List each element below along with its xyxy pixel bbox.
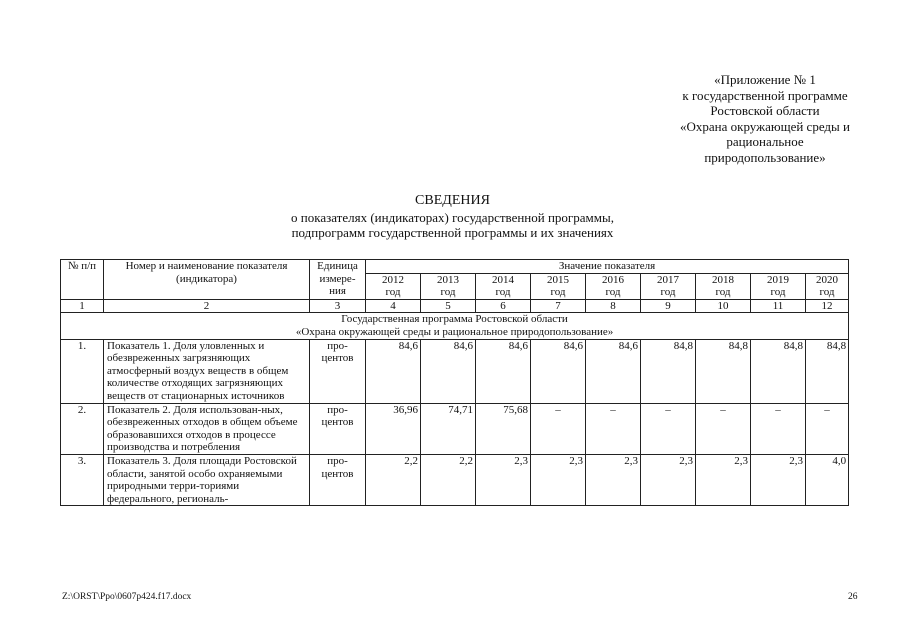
title-line-3: подпрограмм государственной программы и их значениях — [291, 225, 614, 240]
year-unit-label: год — [770, 286, 786, 299]
row-number: 1. — [61, 339, 104, 403]
header-values: Значение показателя — [366, 260, 849, 274]
year-label: 2017 — [657, 273, 679, 286]
annex-line-5: рациональное — [726, 134, 804, 149]
column-number-2: 2 — [104, 299, 310, 313]
value-cell: 4,0 — [806, 454, 849, 505]
year-unit-label: год — [715, 286, 731, 299]
header-year-2020 — [806, 273, 849, 299]
year-unit-label: год — [495, 286, 511, 299]
value-cell: 2,3 — [476, 454, 531, 505]
table-row — [61, 454, 849, 505]
value-cell: 2,3 — [531, 454, 586, 505]
header-name: Номер и наименование показателя (индикатора) — [104, 260, 310, 300]
row-number: 2. — [61, 403, 104, 454]
year-label: 2018 — [712, 273, 734, 286]
year-unit-label: год — [385, 286, 401, 299]
year-label: 2013 — [437, 273, 459, 286]
header-unit: Единица измере-ния — [310, 260, 366, 300]
section-title-line-1: Государственная программа Ростовской области — [341, 313, 568, 326]
value-cell: 84,6 — [531, 339, 586, 403]
column-numbers-row — [61, 299, 849, 313]
year-label: 2016 — [602, 273, 624, 286]
value-cell: 2,2 — [366, 454, 421, 505]
value-cell: – — [531, 403, 586, 454]
annex-line-3: Ростовской области — [710, 103, 820, 118]
value-cell: 2,2 — [421, 454, 476, 505]
annex-line-4: «Охрана окружающей среды и — [680, 118, 850, 134]
indicator-name: Показатель 2. Доля использован-ных, обезвреженных отходов в общем объеме образовавшихся отходов в процессе производства и потребления — [104, 403, 310, 454]
column-number-5: 5 — [421, 299, 476, 313]
value-cell: 84,8 — [641, 339, 696, 403]
column-number-10: 10 — [696, 299, 751, 313]
value-cell: 84,6 — [366, 339, 421, 403]
year-label: 2015 — [547, 273, 569, 286]
value-cell: 84,6 — [476, 339, 531, 403]
value-cell: 84,8 — [696, 339, 751, 403]
value-cell: 74,71 — [421, 403, 476, 454]
year-label: 2019 — [767, 273, 789, 286]
value-cell: – — [806, 403, 849, 454]
section-row — [61, 313, 849, 339]
header-year-2014 — [476, 273, 531, 299]
year-unit-label: год — [819, 286, 835, 299]
header-year-2013 — [421, 273, 476, 299]
column-number-4: 4 — [366, 299, 421, 313]
footer-file-path: Z:\ORST\Ppo\0607p424.f17.docx — [62, 592, 192, 602]
header-year-2016 — [586, 273, 641, 299]
footer-page-number: 26 — [848, 592, 858, 602]
value-cell: 2,3 — [586, 454, 641, 505]
indicator-name: Показатель 3. Доля площади Ростовской области, занятой особо охраняемыми природными терри-ториями федерального, региональ- — [104, 454, 310, 505]
column-number-7: 7 — [531, 299, 586, 313]
value-cell: 36,96 — [366, 403, 421, 454]
year-unit-label: год — [550, 286, 566, 299]
value-cell: 75,68 — [476, 403, 531, 454]
indicators-table — [60, 259, 849, 506]
column-number-9: 9 — [641, 299, 696, 313]
indicator-name: Показатель 1. Доля уловленных и обезвреженных загрязняющих атмосферный воздух веществ в общем количестве отходящих загрязняющих веществ от стационарных источников — [104, 339, 310, 403]
column-number-3: 3 — [310, 299, 366, 313]
value-cell: – — [641, 403, 696, 454]
value-cell: 84,8 — [806, 339, 849, 403]
row-number: 3. — [61, 454, 104, 505]
value-cell: 2,3 — [751, 454, 806, 505]
year-unit-label: год — [440, 286, 456, 299]
column-number-6: 6 — [476, 299, 531, 313]
annex-line-6: природопользование» — [704, 149, 826, 165]
annex-line-2: к государственной программе — [682, 87, 848, 103]
table-row — [61, 403, 849, 454]
unit-cell: про-центов — [310, 403, 366, 454]
annex-header — [600, 72, 905, 165]
header-year-2017 — [641, 273, 696, 299]
year-label: 2012 — [382, 273, 404, 286]
year-label: 2020 — [816, 273, 839, 286]
section-title — [61, 313, 849, 339]
header-year-2019 — [751, 273, 806, 299]
title-heading: СВЕДЕНИЯ — [415, 193, 490, 208]
column-number-11: 11 — [751, 299, 806, 313]
section-title-line-2: «Охрана окружающей среды и рациональное природопользование» — [295, 325, 614, 338]
unit-cell: про-центов — [310, 454, 366, 505]
column-number-1: 1 — [61, 299, 104, 313]
value-cell: – — [586, 403, 641, 454]
value-cell: 2,3 — [641, 454, 696, 505]
table-row — [61, 339, 849, 403]
column-number-8: 8 — [586, 299, 641, 313]
header-year-2012 — [366, 273, 421, 299]
year-unit-label: год — [660, 286, 676, 299]
value-cell: – — [696, 403, 751, 454]
header-num: № п/п — [61, 260, 104, 300]
value-cell: 2,3 — [696, 454, 751, 505]
value-cell: 84,6 — [586, 339, 641, 403]
header-year-2018 — [696, 273, 751, 299]
annex-line-1: «Приложение № 1 — [714, 72, 816, 87]
document-title — [0, 193, 905, 241]
value-cell: – — [751, 403, 806, 454]
year-label: 2014 — [492, 273, 514, 286]
year-unit-label: год — [605, 286, 621, 299]
header-year-2015 — [531, 273, 586, 299]
unit-cell: про-центов — [310, 339, 366, 403]
value-cell: 84,8 — [751, 339, 806, 403]
value-cell: 84,6 — [421, 339, 476, 403]
title-line-2: о показателях (индикаторах) государственной программы, — [291, 209, 614, 225]
column-number-12: 12 — [806, 299, 849, 313]
